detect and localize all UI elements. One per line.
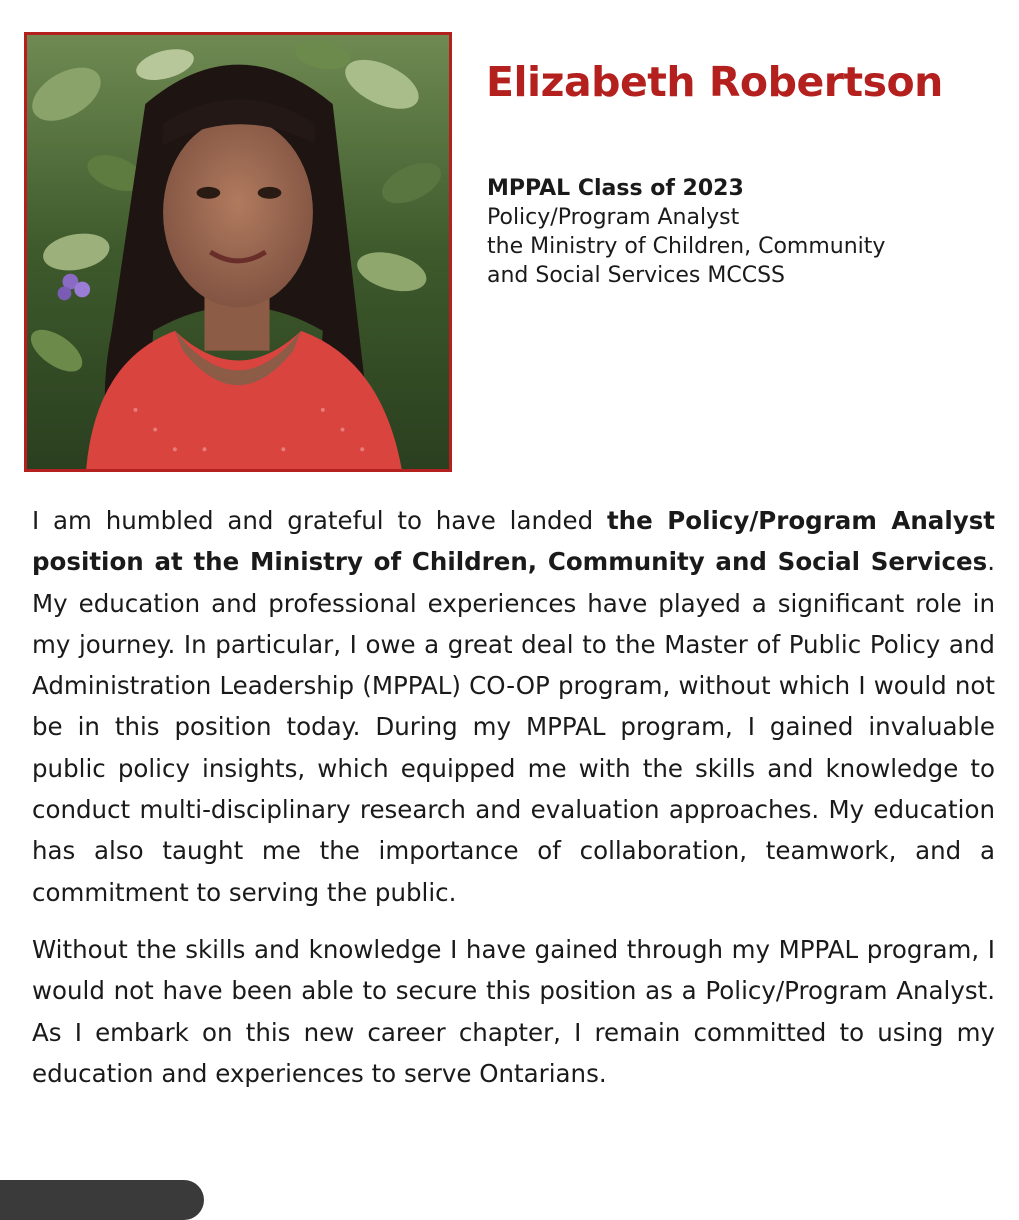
portrait-photo-icon	[27, 35, 449, 469]
paragraph-1-intro: I am humbled and grateful to have landed	[32, 506, 607, 535]
organization-line-2: and Social Services MCCSS	[487, 263, 785, 288]
profile-photo	[24, 32, 452, 472]
paragraph-1	[32, 500, 995, 913]
paragraph-1-rest: . My education and professional experiences have played a significant role in my journey. In particular, I owe a great deal to the Master of Public Policy and Administration Leadership (MPPAL) CO-OP program, without which I would not be in this position today. During my MPPAL program, I gained invaluable public policy insights, which equipped me with the skills and knowledge to conduct multi-disciplinary research and evaluation approaches. My education has also taught me the importance of collaboration, teamwork, and a commitment to serving the public.	[32, 547, 995, 907]
paragraph-2: Without the skills and knowledge I have gained through my MPPAL program, I would not have been able to secure this position as a Policy/Program Analyst. As I embark on this new career chapter, I remain committed to using my education and experiences to serve Ontarians.	[32, 934, 995, 1088]
profile-info	[487, 174, 885, 290]
article-body	[32, 500, 995, 1094]
organization-line-1: the Ministry of Children, Community	[487, 234, 886, 259]
profile-name: Elizabeth Robertson	[486, 58, 943, 106]
bottom-overlay-pill	[0, 1180, 204, 1220]
class-year: MPPAL Class of 2023	[487, 176, 744, 201]
paragraph-1-highlight: the Policy/Program Analyst position at the Ministry of Children, Community and Social Services	[32, 506, 995, 577]
job-title: Policy/Program Analyst	[487, 205, 740, 230]
